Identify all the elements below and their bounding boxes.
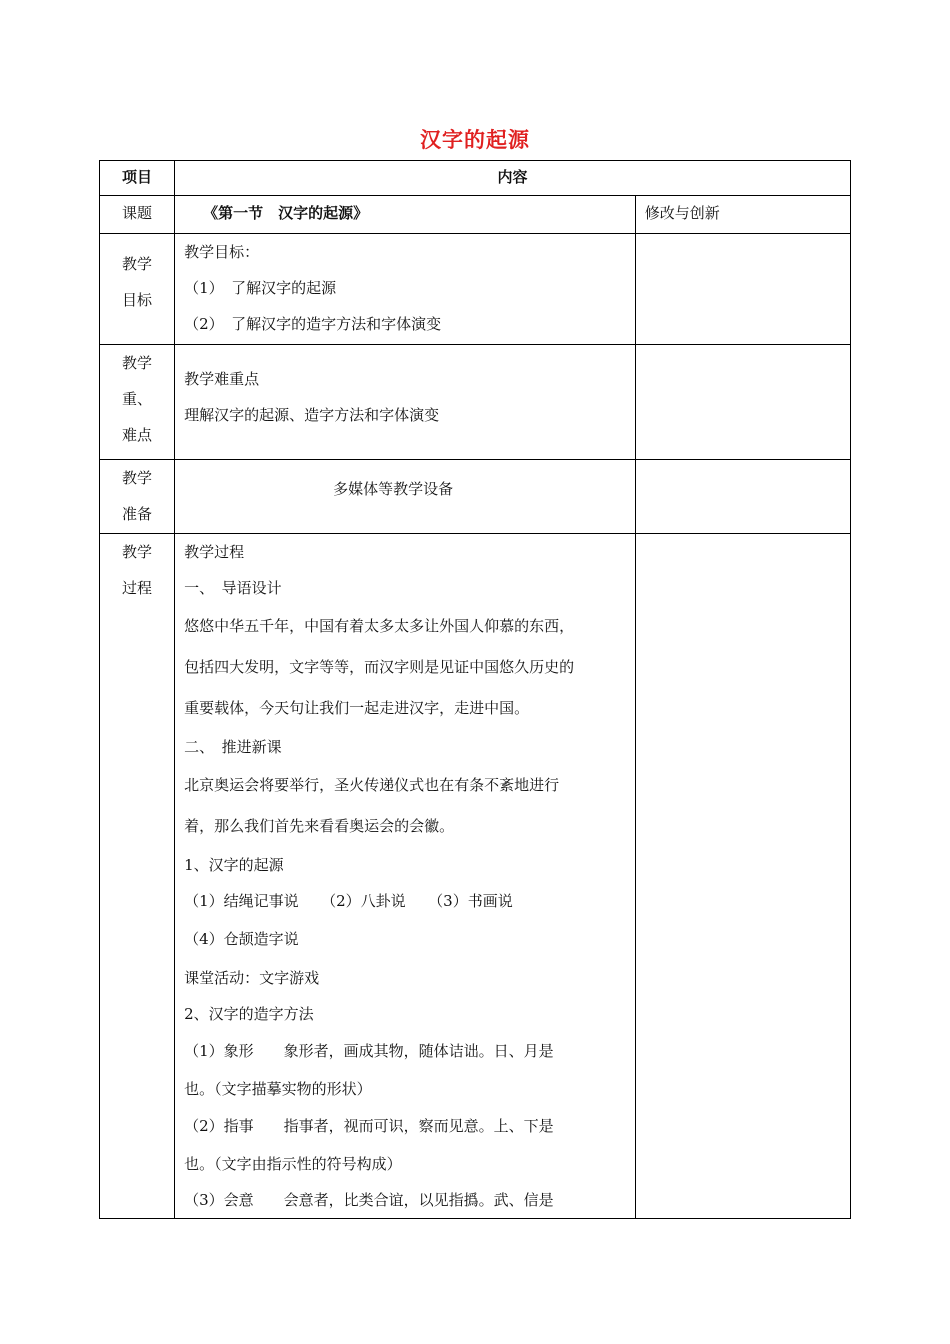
prep-text: 多媒体等教学设备 <box>175 460 636 534</box>
keypoints-text: 理解汉字的起源、造字方法和字体演变 <box>184 406 440 424</box>
objective-item: （2） 了解汉字的造字方法和字体演变 <box>184 315 442 333</box>
process-label <box>100 534 175 1219</box>
process-line: 课堂活动：文字游戏 <box>184 969 320 987</box>
header-content: 内容 <box>175 161 851 196</box>
process-line: 二、 推进新课 <box>184 738 282 756</box>
revision-cell <box>635 234 850 345</box>
process-line: 悠悠中华五千年，中国有着太多太多让外国人仰慕的东西， <box>184 617 575 635</box>
topic-value: 《第一节 汉字的起源》 <box>175 196 636 234</box>
prep-row <box>100 460 851 534</box>
label-line: 准备 <box>122 505 153 523</box>
label-line: 教学 <box>122 255 153 273</box>
document-title: 汉字的起源 <box>420 127 530 152</box>
process-line: 一、 导语设计 <box>184 579 282 597</box>
keypoints-heading: 教学难重点 <box>184 370 260 388</box>
revision-heading: 修改与创新 <box>635 196 850 234</box>
process-line: （2）指事 指事者，视而可识，察而见意。上、下是 <box>184 1117 554 1135</box>
keypoints-label <box>100 345 175 460</box>
process-line: （1）象形 象形者，画成其物，随体诘诎。日、月是 <box>184 1042 554 1060</box>
objectives-heading: 教学目标： <box>184 243 260 261</box>
topic-label: 课题 <box>100 196 175 234</box>
label-line: 难点 <box>122 426 153 444</box>
header-row <box>100 161 851 196</box>
process-line: 着，那么我们首先来看看奥运会的会徽。 <box>184 817 455 835</box>
process-line: 1、汉字的起源 <box>184 856 284 874</box>
process-line: 教学过程 <box>184 543 245 561</box>
objectives-content <box>175 234 636 345</box>
keypoints-content <box>175 345 636 460</box>
label-line: 目标 <box>122 291 153 309</box>
objectives-row <box>100 234 851 345</box>
process-line: （3）会意 会意者，比类合谊，以见指撝。武、信是 <box>184 1191 554 1209</box>
process-content <box>175 534 636 1219</box>
topic-row <box>100 196 851 234</box>
label-line: 重、 <box>122 390 153 408</box>
objective-item: （1） 了解汉字的起源 <box>184 279 337 297</box>
process-line: （1）结绳记事说 （2）八卦说 （3）书画说 <box>184 892 513 910</box>
process-line: 也。（文字描摹实物的形状） <box>184 1080 372 1098</box>
process-line: 也。（文字由指示性的符号构成） <box>184 1155 402 1173</box>
label-line: 教学 <box>122 354 153 372</box>
process-line: 包括四大发明，文字等等，而汉字则是见证中国悠久历史的 <box>184 658 575 676</box>
header-item: 项目 <box>100 161 175 196</box>
label-line: 教学 <box>122 469 153 487</box>
revision-cell <box>635 345 850 460</box>
label-line: 教学 <box>122 543 153 561</box>
lesson-plan-table <box>99 160 851 1219</box>
process-row <box>100 534 851 1219</box>
revision-cell <box>635 460 850 534</box>
process-line: （4）仓颉造字说 <box>184 930 299 948</box>
process-line: 北京奥运会将要举行，圣火传递仪式也在有条不紊地进行 <box>184 776 560 794</box>
label-line: 过程 <box>122 579 153 597</box>
process-line: 重要载体，今天句让我们一起走进汉字，走进中国。 <box>184 699 530 717</box>
objectives-label <box>100 234 175 345</box>
process-line: 2、汉字的造字方法 <box>184 1005 314 1023</box>
keypoints-row <box>100 345 851 460</box>
prep-label <box>100 460 175 534</box>
revision-cell <box>635 534 850 1219</box>
